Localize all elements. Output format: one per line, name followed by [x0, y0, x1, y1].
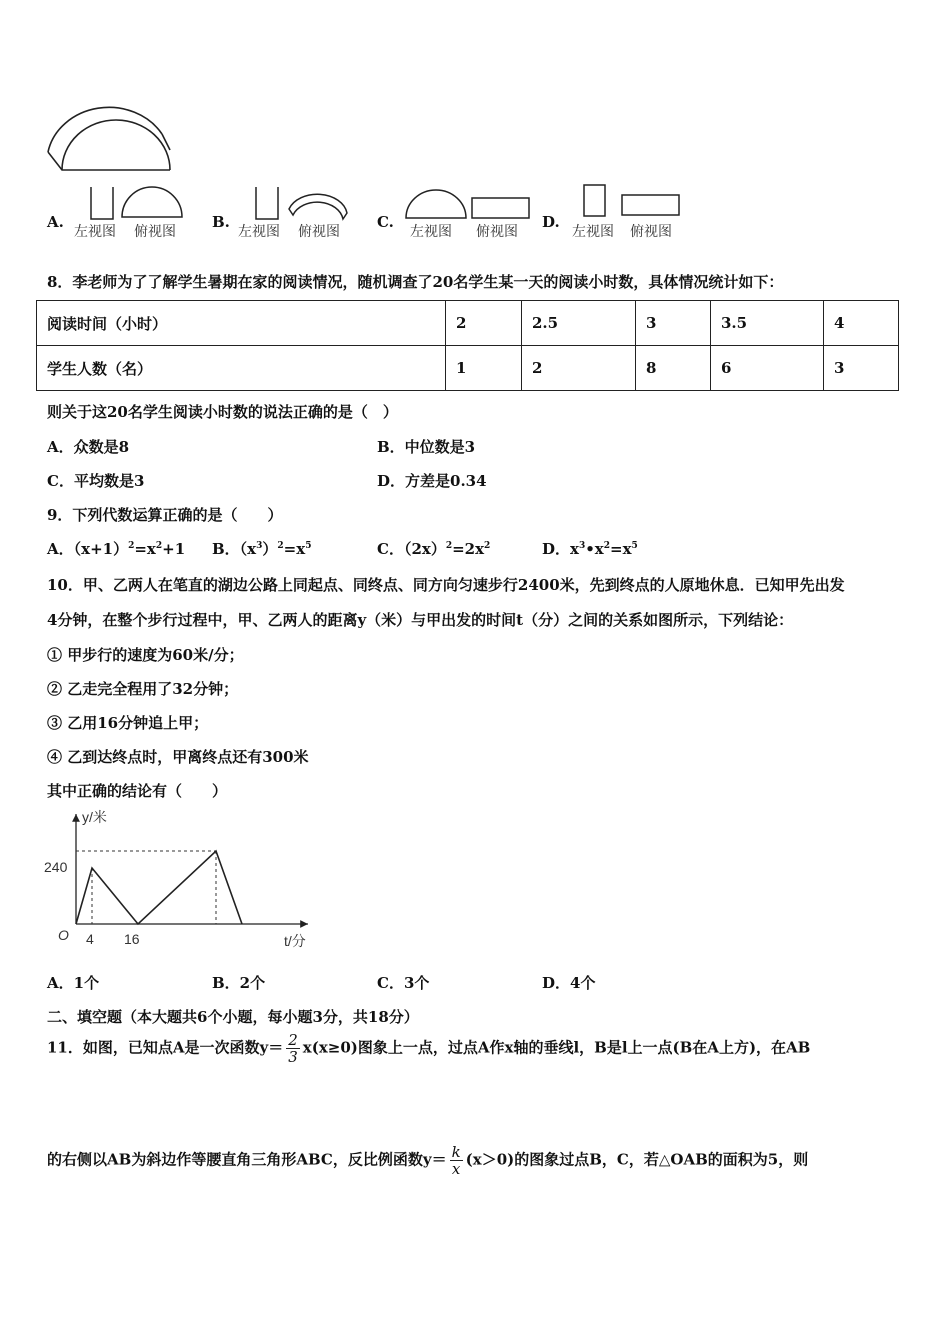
distance-line — [76, 851, 242, 924]
table-cell: 2.5 — [522, 301, 636, 346]
q10-question: 其中正确的结论有（ ） — [47, 782, 228, 800]
q9-option-a[interactable]: A．$(x+1)^2=x^2+1$ — [47, 540, 186, 558]
q10-stem-line2: 4分钟，在整个步行过程中，甲、乙两人的距离y（米）与甲出发的时间t（分）之间的关系如图所示，下列结论： — [47, 611, 794, 629]
q10-conclusion-1: ① 甲步行的速度为60米/分； — [47, 646, 244, 664]
table-cell: 1 — [446, 346, 522, 391]
q10-option-d[interactable]: D．4个 — [542, 974, 596, 992]
q10-stem-line1: 10．甲、乙两人在笔直的湖边公路上同起点、同终点、同方向匀速步行2400米，先到终点的人原地休息．已知甲先出发 — [47, 576, 845, 594]
q8-option-d[interactable]: D．方差是0.34 — [377, 472, 487, 490]
fraction-2-3: $\frac{2}{3}$ — [288, 1031, 298, 1066]
q7-a-left-view — [88, 185, 116, 221]
q7-d-top-label: 俯视图 — [630, 224, 672, 240]
q7-a-left-label: 左视图 — [74, 224, 116, 240]
q7-b-left-label: 左视图 — [238, 224, 280, 240]
origin-label: O — [58, 927, 69, 943]
q9-stem: 9．下列代数运算正确的是（ ） — [47, 506, 283, 524]
table-cell: 3.5 — [711, 301, 824, 346]
q8-stem: 8．李老师为了了解学生暑期在家的阅读情况，随机调查了20名学生某一天的阅读小时数，具体情况统计如下： — [47, 273, 784, 291]
q7-c-left-label: 左视图 — [410, 224, 452, 240]
q10-option-a[interactable]: A．1个 — [47, 974, 100, 992]
reading-table — [36, 300, 899, 391]
section-heading: 二、填空题（本大题共6个小题，每小题3分，共18分） — [47, 1008, 419, 1026]
table-row — [37, 346, 899, 391]
q7-c-top-view — [470, 196, 532, 222]
q7-a-top-label: 俯视图 — [134, 224, 176, 240]
q7-b-top-label: 俯视图 — [298, 224, 340, 240]
y-axis-label: y/米 — [82, 809, 107, 825]
table-row — [37, 301, 899, 346]
q7-b-top-view — [285, 185, 351, 221]
q7-c-top-label: 俯视图 — [476, 224, 518, 240]
q7-d-top-view — [620, 193, 682, 219]
q8-question: 则关于这20名学生阅读小时数的说法正确的是（ ） — [47, 403, 398, 421]
table-cell: 8 — [636, 346, 711, 391]
table-cell: 2 — [446, 301, 522, 346]
q7-a-top-view — [120, 185, 184, 221]
q10-conclusion-2: ② 乙走完全程用了32分钟； — [47, 680, 239, 698]
solid-figure — [40, 90, 180, 175]
x-tick-4: 4 — [86, 931, 94, 947]
q10-conclusion-4: ④ 乙到达终点时，甲离终点还有300米 — [47, 748, 309, 766]
table-cell: 6 — [711, 346, 824, 391]
q7-b-left-view — [253, 185, 281, 221]
row1-label: 阅读时间（小时） — [37, 301, 446, 346]
q7-option-a[interactable]: A. — [47, 213, 64, 231]
table-cell: 2 — [522, 346, 636, 391]
q10-graph — [40, 806, 320, 956]
q7-c-left-view — [404, 188, 468, 222]
table-cell: 4 — [824, 301, 899, 346]
q10-option-c[interactable]: C．3个 — [377, 974, 430, 992]
q7-d-left-label: 左视图 — [572, 224, 614, 240]
table-cell: 3 — [636, 301, 711, 346]
q8-option-b[interactable]: B．中位数是3 — [377, 438, 476, 456]
q7-option-d[interactable]: D. — [542, 213, 560, 231]
row2-label: 学生人数（名） — [37, 346, 446, 391]
x-axis-label: t/分 — [284, 933, 306, 949]
q11-line1: 11．如图，已知点A是一次函数y＝ $\frac{2}{3}$ x(x≥0)图象上一点，过点A作x轴的垂线l，B是l上一点(B在A上方)，在AB — [47, 1031, 811, 1066]
q7-option-c[interactable]: C. — [377, 213, 394, 231]
x-tick-16: 16 — [124, 931, 140, 947]
q7-d-left-view — [582, 183, 608, 219]
q7-option-b[interactable]: B. — [212, 213, 230, 231]
q9-option-c[interactable]: C．$(2x)^2=2x^2$ — [377, 540, 491, 558]
q9-option-b[interactable]: B．$(x^3)^2=x^5$ — [212, 540, 312, 558]
table-cell: 3 — [824, 346, 899, 391]
q10-option-b[interactable]: B．2个 — [212, 974, 266, 992]
q8-option-a[interactable]: A．众数是8 — [47, 438, 130, 456]
fraction-k-x: $\frac{k}{x}$ — [451, 1143, 461, 1178]
q11-line2: 的右侧以AB为斜边作等腰直角三角形ABC，反比例函数y＝ $\frac{k}{x}$ (x＞0)的图象过点B，C，若△OAB的面积为5，则 — [47, 1143, 809, 1178]
y-tick-240: 240 — [44, 859, 68, 875]
q9-option-d[interactable]: D．$x^3•x^2=x^5$ — [542, 540, 638, 558]
q8-option-c[interactable]: C．平均数是3 — [47, 472, 145, 490]
q10-conclusion-3: ③ 乙用16分钟追上甲； — [47, 714, 209, 732]
